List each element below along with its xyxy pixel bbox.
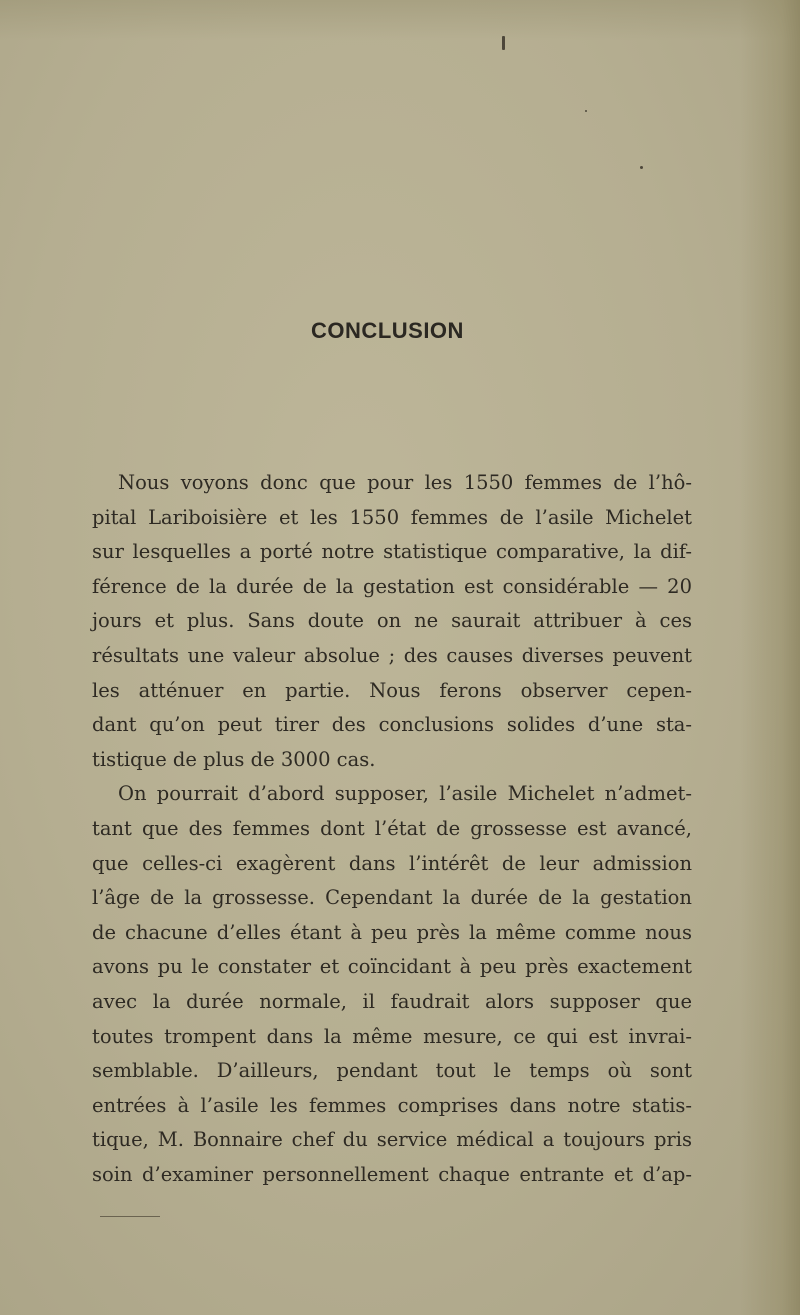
paper-speck: [640, 166, 643, 169]
paper-speck: [502, 36, 505, 50]
text-line: semblable. D’ailleurs, pendant tout le temps où sont: [92, 1059, 692, 1083]
text-line: l’âge de la grossesse. Cependant la durée de la gestation: [92, 886, 692, 910]
text-line: sur lesquelles a porté notre statistique comparative, la dif-: [92, 540, 692, 564]
text-line: avons pu le constater et coïncidant à peu près exactement: [92, 955, 692, 979]
footnote-rule: [100, 1216, 160, 1217]
text-line: dant qu’on peut tirer des conclusions solides d’une sta-: [92, 713, 692, 737]
text-line: toutes trompent dans la même mesure, ce qui est invrai-: [92, 1024, 692, 1048]
text-line: les atténuer en partie. Nous ferons observer cepen-: [92, 678, 692, 702]
text-line: que celles-ci exagèrent dans l’intérêt de leur admission: [92, 851, 692, 875]
text-line: soin d’examiner personnellement chaque entrante et d’ap-: [92, 1162, 692, 1186]
text-line: férence de la durée de la gestation est considérable — 20: [92, 574, 692, 598]
text-line: entrées à l’asile les femmes comprises dans notre statis-: [92, 1093, 692, 1117]
text-line: tistique de plus de 3000 cas.: [92, 747, 376, 771]
page-title: CONCLUSION: [311, 318, 464, 343]
text-line: jours et plus. Sans doute on ne saurait attribuer à ces: [92, 609, 692, 633]
text-line: avec la durée normale, il faudrait alors supposer que: [92, 989, 692, 1013]
body-text: [92, 466, 692, 1192]
text-line: On pourrait d’abord supposer, l’asile Michelet n’admet-: [118, 782, 692, 806]
paper-speck: [585, 110, 587, 112]
text-line: tique, M. Bonnaire chef du service médical a toujours pris: [92, 1128, 692, 1152]
text-line: résultats une valeur absolue ; des causes diverses peuvent: [92, 643, 692, 667]
text-line: tant que des femmes dont l’état de grossesse est avancé,: [92, 816, 692, 840]
text-line: Nous voyons donc que pour les 1550 femmes de l’hô-: [118, 471, 692, 494]
text-line: pital Lariboisière et les 1550 femmes de l’asile Michelet: [92, 505, 692, 529]
text-line: de chacune d’elles étant à peu près la même comme nous: [92, 920, 692, 944]
